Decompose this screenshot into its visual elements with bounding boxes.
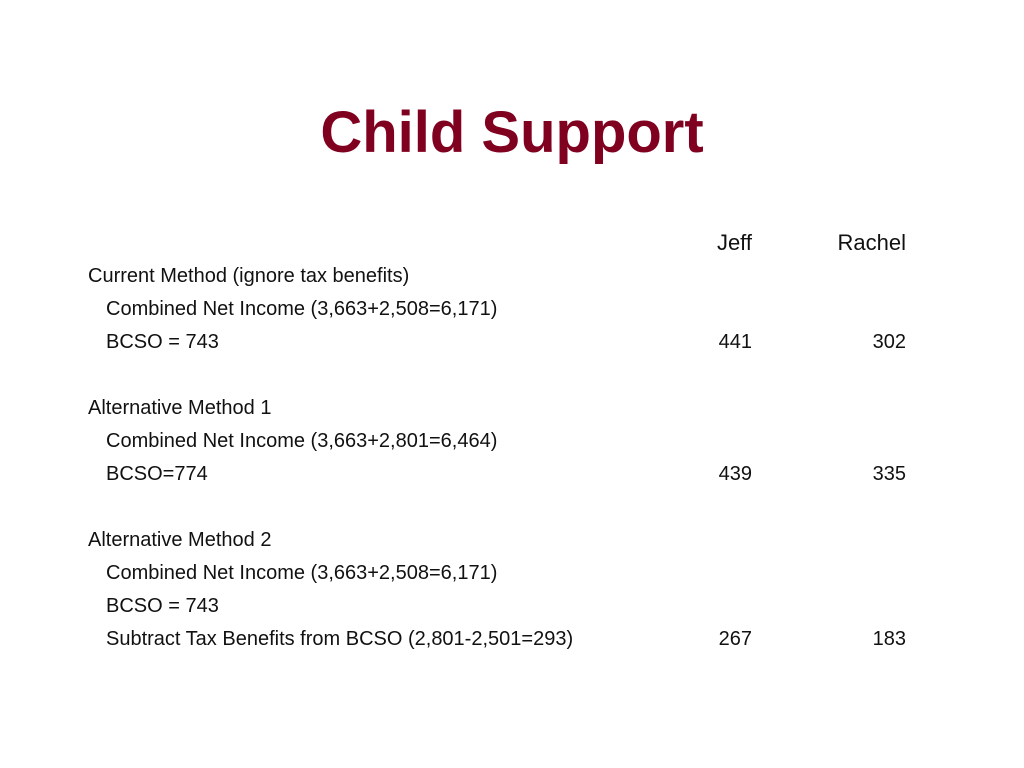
row-label: Combined Net Income (3,663+2,801=6,464) [106,430,498,452]
row-label: Alternative Method 1 [88,397,272,419]
table-row-spacer [0,359,1024,392]
column-header-rachel: Rachel [837,230,906,255]
row-value-jeff: 439 [718,463,752,485]
table-row [0,425,1024,458]
table-row [0,293,1024,326]
table-row [0,260,1024,293]
table-row [0,557,1024,590]
table-row [0,623,1024,656]
row-value-jeff: 267 [718,628,752,650]
row-label: Combined Net Income (3,663+2,508=6,171) [106,562,498,584]
row-value-rachel: 335 [872,463,906,485]
table-row-spacer [0,491,1024,524]
table-row [0,392,1024,425]
row-label: BCSO=774 [106,463,208,485]
table-row [0,326,1024,359]
table-row [0,458,1024,491]
row-label: Combined Net Income (3,663+2,508=6,171) [106,298,498,320]
table-row [0,590,1024,623]
row-label: BCSO = 743 [106,595,219,617]
row-value-jeff: 441 [718,331,752,353]
row-label: Alternative Method 2 [88,529,272,551]
slide-title: Child Support [320,100,704,165]
row-value-rachel: 183 [872,628,906,650]
row-label: BCSO = 743 [106,331,219,353]
row-value-rachel: 302 [872,331,906,353]
row-label: Current Method (ignore tax benefits) [88,265,410,287]
table-row [0,524,1024,557]
column-header-jeff: Jeff [716,230,752,255]
row-label: Subtract Tax Benefits from BCSO (2,801-2,501=293) [106,628,574,650]
